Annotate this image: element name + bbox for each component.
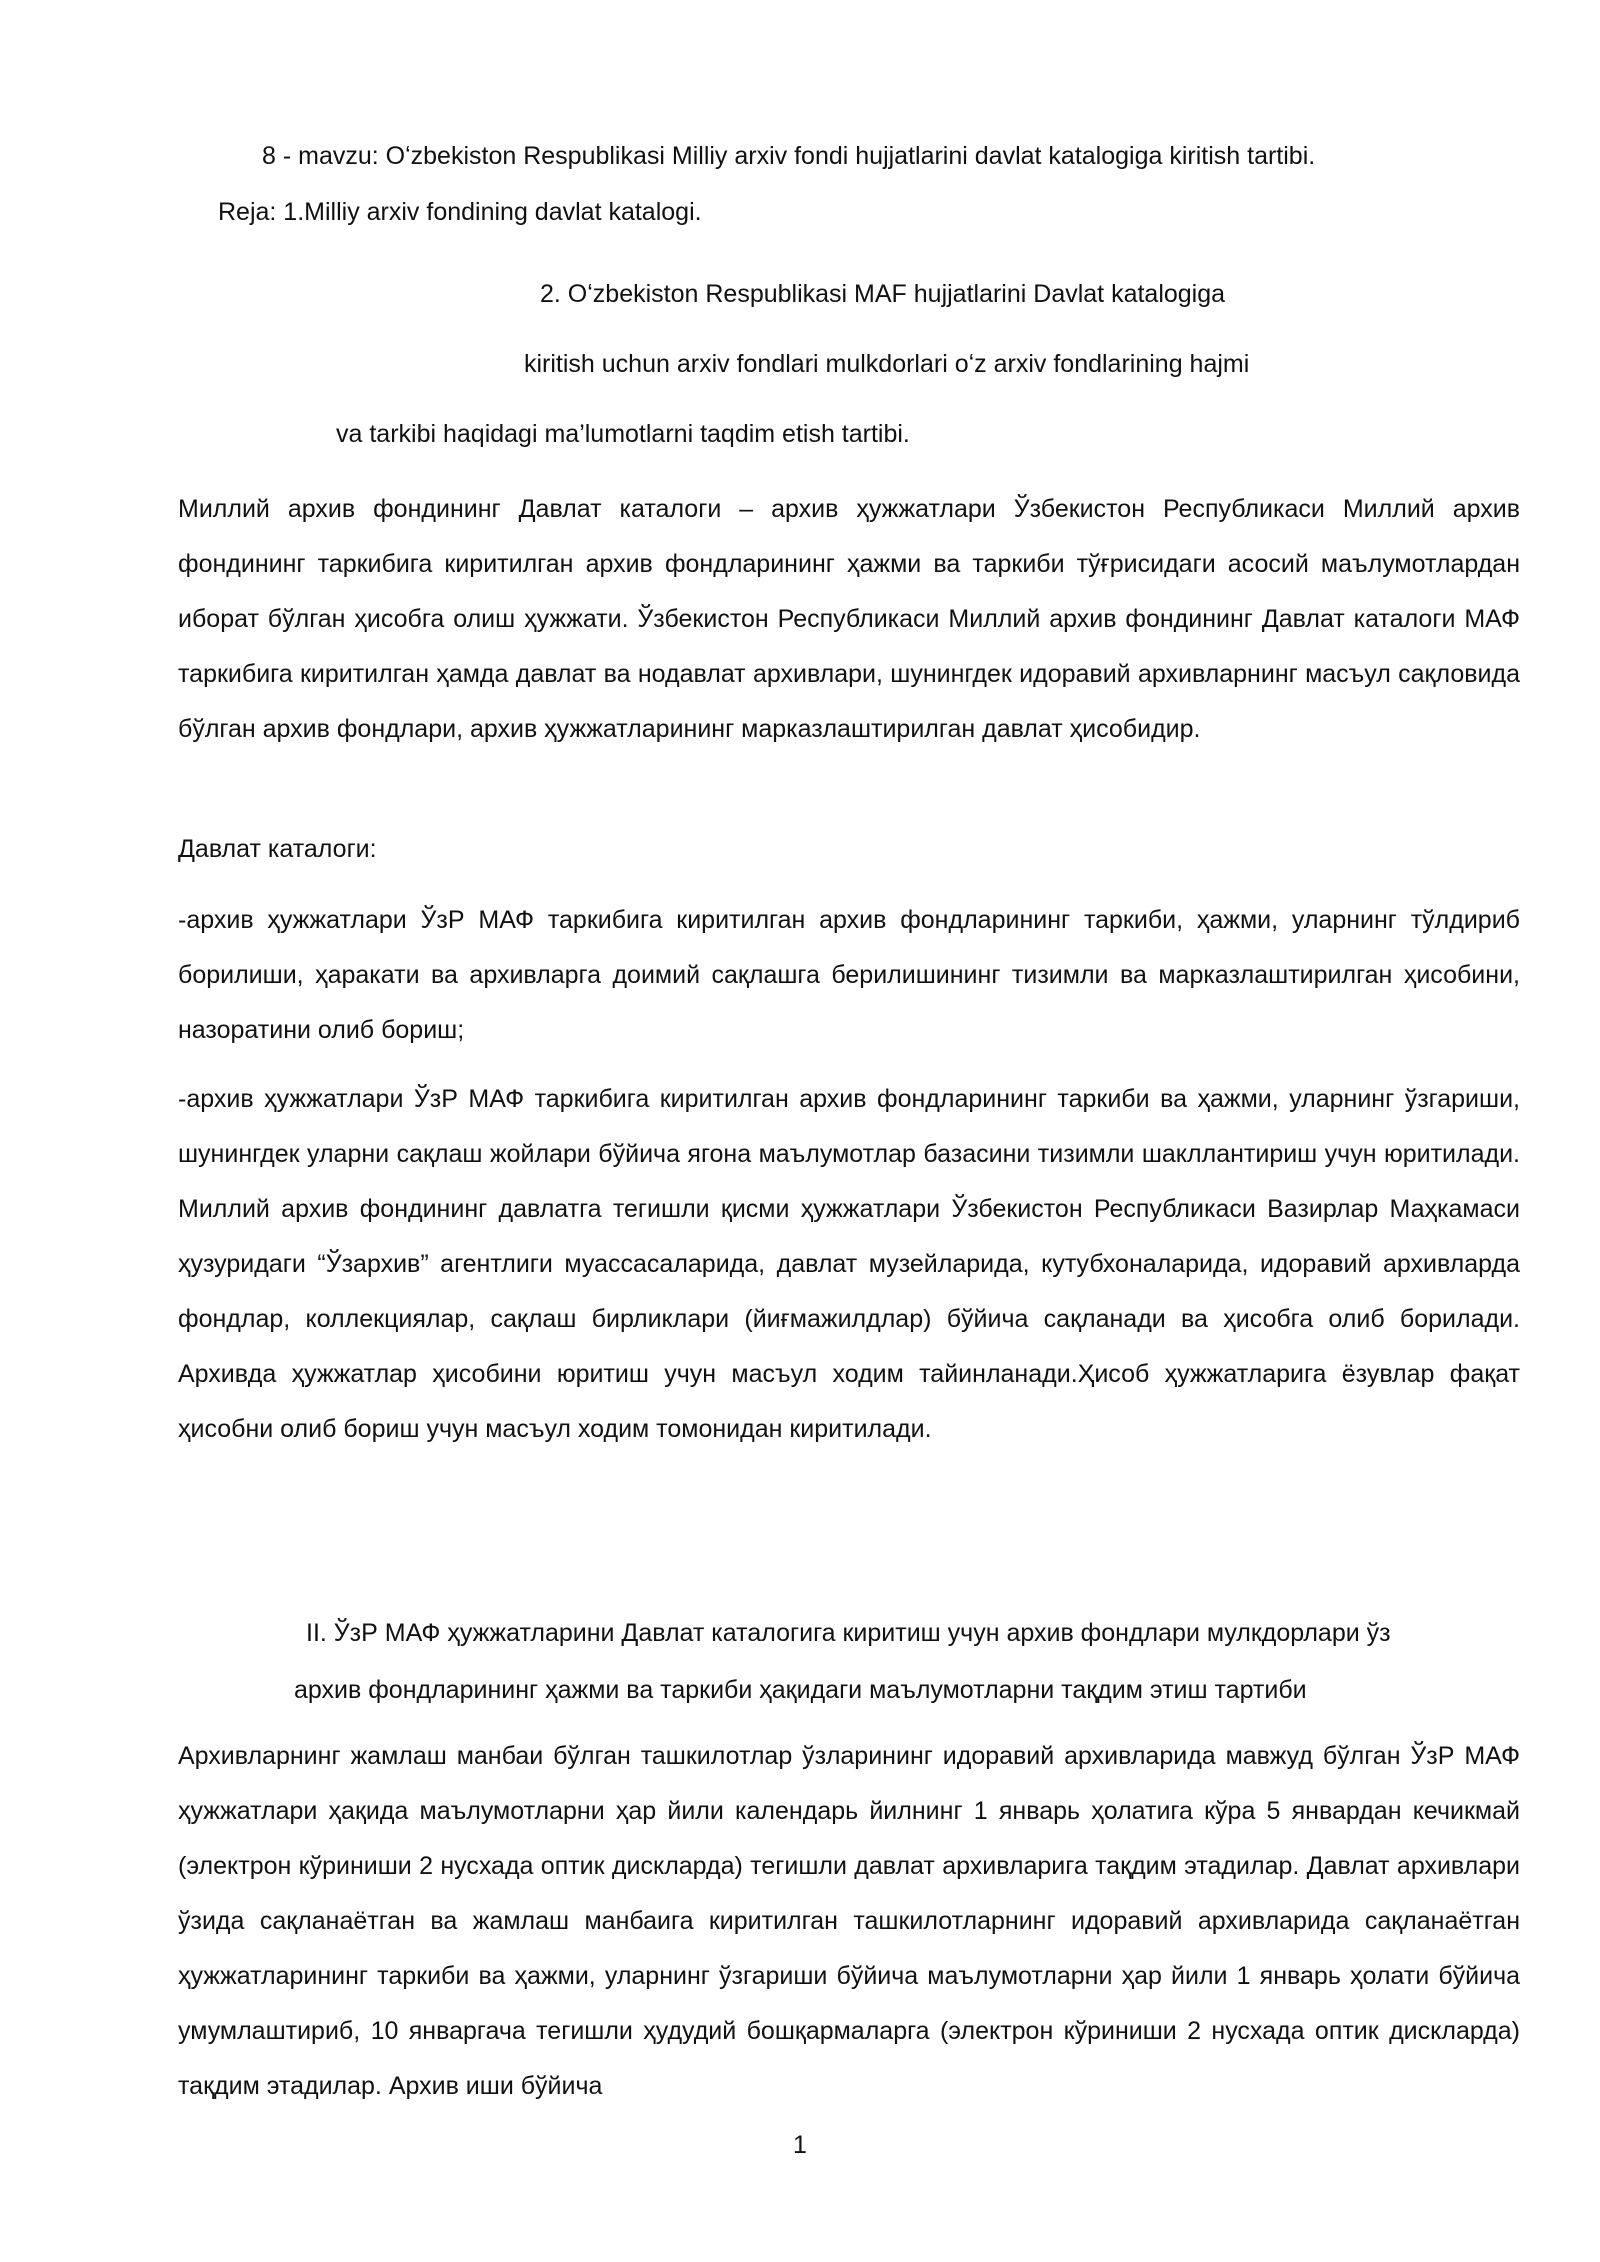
paragraph-catalog-point-2: -архив ҳужжатлари ЎзР МАФ таркибига киритилган архив фондларининг таркиби ва ҳажми, уларнинг ўзгариши, шунингдек уларни сақлаш жойлари бўйича ягона маълумотлар базасини тизимли шакллантириш учун юритилади. Миллий архив фондининг давлатга тегишли қисми ҳужжатлари Ўзбекистон Республикаси Вазирлар Маҳкамаси ҳузуридаги “Ўзархив” агентлиги муассасаларида, давлат музейларида, кутубхоналарида, идоравий архивларда фондлар, коллекциялар, сақлаш бирликлари (йиғмажилдлар) бўйича сақланади ва ҳисобга олиб борилади. Архивда ҳужжатлар ҳисобини юритиш учун масъул ходим тайинланади.Ҳисоб ҳужжатларига ёзувлар фақат ҳисобни олиб бориш учун масъул ходим томонидан киритилади. (178, 1085, 1520, 1443)
plan-item-2-line-3: va tarkibi haqidagi ma’lumotlarni taqdim etish tartibi. (336, 420, 910, 448)
paragraph-submission-order: Архивларнинг жамлаш манбаи бўлган ташкилотлар ўзларининг идоравий архивларида мавжуд бўлган ЎзР МАФ ҳужжатлари ҳақида маълумотларни ҳар йили календарь йилнинг 1 январь ҳолатига кўра 5 январдан кечикмай (электрон кўриниши 2 нусхада оптик дискларда) тегишли давлат архивларига тақдим этадилар. Давлат архивлари ўзида сақланаётган ва жамлаш манбаига киритилган ташкилотларнинг идоравий архивларида сақланаётган ҳужжатларининг таркиби ва ҳажми, уларнинг ўзгариши бўйича маълумотларни ҳар йили 1 январь ҳолати бўйича умумлаштириб, 10 январгача тегишли ҳудудий бошқармаларга (электрон кўриниши 2 нусхада оптик дискларда) тақдим этадилар. Архив иши бўйича (178, 1742, 1520, 2100)
section-2-title-line-1: II. ЎзР МАФ ҳужжатларини Давлат каталогига киритиш учун архив фондлари мулкдорлари ўз (306, 1619, 1391, 1647)
plan-item-2-line-2: kiritish uchun arxiv fondlari mulkdorlari oʻz arxiv fondlarining hajmi (524, 350, 1250, 378)
paragraph-catalog-heading: Давлат каталоги: (178, 835, 377, 863)
plan-item-1: Reja: 1.Milliy arxiv fondining davlat katalogi. (218, 198, 702, 226)
page-number: 1 (793, 2131, 807, 2159)
plan-item-2-line-1: 2. Oʻzbekiston Respublikasi MAF hujjatlarini Davlat katalogiga (540, 280, 1226, 308)
topic-title: 8 - mavzu: Oʻzbekiston Respublikasi Milliy arxiv fondi hujjatlarini davlat katalogiga kiritish tartibi. (262, 142, 1316, 170)
section-2-title-line-2: архив фондларининг ҳажми ва таркиби ҳақидаги маълумотларни тақдим этиш тартиби (294, 1676, 1307, 1704)
paragraph-catalog-definition: Миллий архив фондининг Давлат каталоги – архив ҳужжатлари Ўзбекистон Республикаси Миллий архив фондининг таркибига киритилган архив фондларининг ҳажми ва таркиби тўғрисидаги асосий маълумотлардан иборат бўлган ҳисобга олиш ҳужжати. Ўзбекистон Республикаси Миллий архив фондининг Давлат каталоги МАФ таркибига киритилган ҳамда давлат ва нодавлат архивлари, шунингдек идоравий архивларнинг масъул сақловида бўлган архив фондлари, архив ҳужжатларининг марказлаштирилган давлат ҳисобидир. (178, 495, 1520, 743)
paragraph-catalog-point-1: -архив ҳужжатлари ЎзР МАФ таркибига киритилган архив фондларининг таркиби, ҳажми, уларнинг тўлдириб борилиши, ҳаракати ва архивларга доимий сақлашга берилишининг тизимли ва марказлаштирилган ҳисобини, назоратини олиб бориш; (178, 906, 1520, 1044)
